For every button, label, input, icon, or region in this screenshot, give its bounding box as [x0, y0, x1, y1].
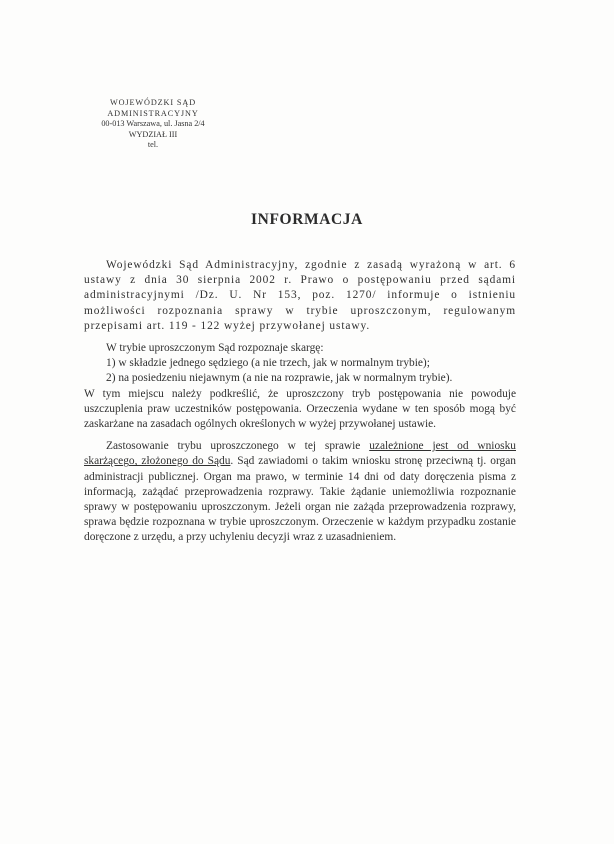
paragraph-application [84, 439, 516, 545]
paragraph-application-rest: . Sąd zawiadomi o takim wniosku stronę przeciwną tj. organ administracji publicznej. Organ ma prawo, w terminie 14 dni od daty doręczenia pisma z informacją, zażądać przeprowadzenia rozprawy. Takie żądanie uniemożliwia rozpoznanie sprawy w postępowaniu uproszczonym. Jeżeli organ nie zażąda przeprowadzenia rozprawy, sprawa będzie rozpoznana w trybie uproszczonym. Orzeczenie w każdym przypadku zostanie doręczone z urzędu, a przy uchyleniu decyzji wraz z uzasadnieniem. [84, 455, 516, 544]
court-header [78, 98, 228, 151]
paragraph-intro [84, 258, 516, 334]
court-department: WYDZIAŁ III [128, 129, 178, 139]
court-name-line2: ADMINISTRACYJNY [107, 108, 199, 118]
paragraph-intro-text: Wojewódzki Sąd Administracyjny, zgodnie z zasadą wyrażoną w art. 6 ustawy z dnia 30 sierpnia 2002 r. Prawo o postępowaniu przed sądami administracyjnymi /Dz. U. Nr 153, poz. 1270/ informuje o istnieniu możliwości rozpoznania sprawy w trybie uproszczonym, regulowanym przepisami art. 119 - 122 wyżej przywołanej ustawy. [84, 259, 516, 332]
paragraph-procedure-rights: W tym miejscu należy podkreślić, że uproszczony tryb postępowania nie powoduje uszczuplenia praw uczestników postępowania. Orzeczenia wydane w ten sposób mogą być zaskarżane na zasadach ogólnych określonych w wyżej przywołanej ustawie. [84, 387, 516, 431]
underlined-requirement: uzależnione jest od wniosku skarżącego, złożonego do Sądu [84, 440, 516, 468]
court-phone: tel. [147, 140, 159, 150]
document-body [84, 258, 516, 546]
list-item-closed-session: 2) na posiedzeniu niejawnym (a nie na rozprawie, jak w normalnym trybie). [106, 372, 453, 385]
document-title: INFORMACJA [251, 211, 363, 228]
court-name-line1: WOJEWÓDZKI SĄD [109, 98, 197, 107]
paragraph-procedure-intro: W trybie uproszczonym Sąd rozpoznaje skargę: [106, 342, 324, 355]
list-item-one-judge: 1) w składzie jednego sędziego (a nie trzech, jak w normalnym trybie); [106, 357, 430, 370]
paragraph-application-lead: Zastosowanie trybu uproszczonego w tej sprawie [106, 440, 370, 453]
court-address: 00-013 Warszawa, ul. Jasna 2/4 [101, 119, 205, 129]
